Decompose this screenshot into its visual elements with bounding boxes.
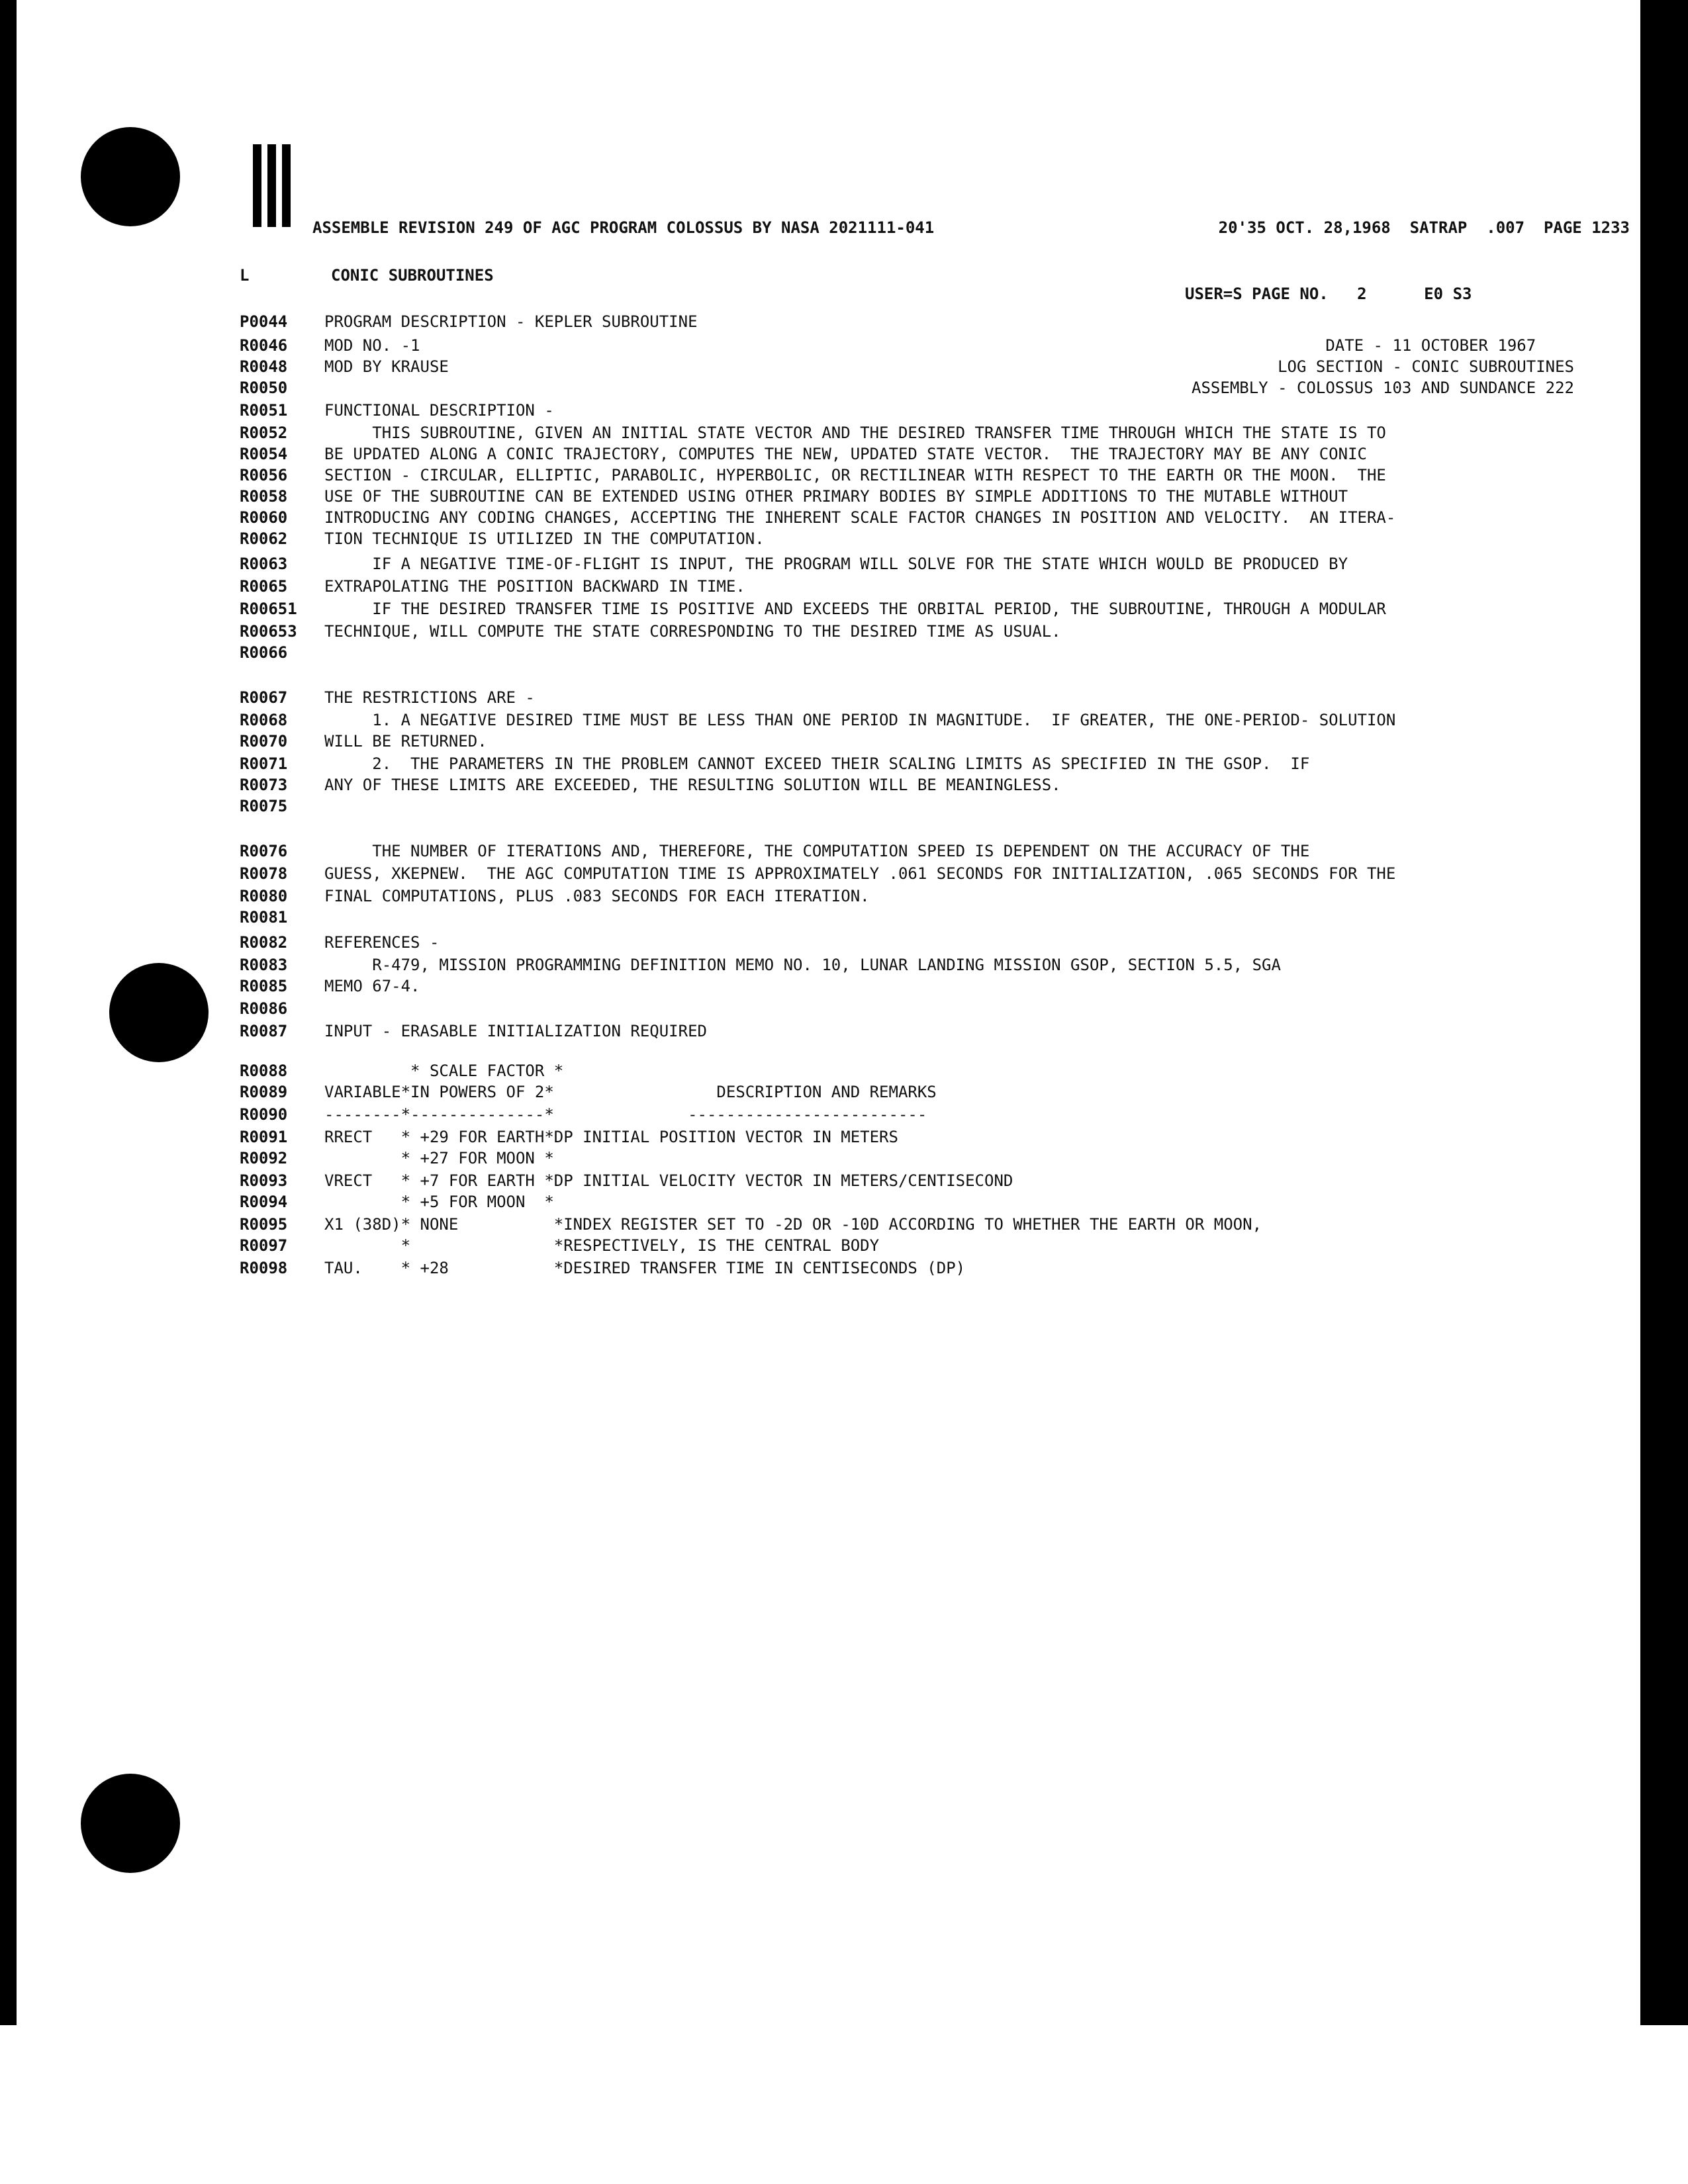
line-text: TION TECHNIQUE IS UTILIZED IN THE COMPUTATION. <box>324 529 765 548</box>
line-number: R0083 <box>240 956 288 974</box>
line-number: R0056 <box>240 466 288 484</box>
line-number: R0070 <box>240 732 288 751</box>
listing-line <box>0 1259 1640 1285</box>
line-number: R0065 <box>240 577 288 596</box>
page-header <box>312 218 1630 251</box>
line-text: TECHNIQUE, WILL COMPUTE THE STATE CORRESPONDING TO THE DESIRED TIME AS USUAL. <box>324 622 1061 641</box>
listing-line <box>0 529 1640 556</box>
line-text: REFERENCES - <box>324 933 440 952</box>
line-text: * SCALE FACTOR * <box>324 1062 564 1080</box>
line-text: TAU. * +28 *DESIRED TRANSFER TIME IN CENTISECONDS (DP) <box>324 1259 966 1277</box>
listing-line <box>0 908 1640 934</box>
line-number: R0094 <box>240 1193 288 1211</box>
line-text: FUNCTIONAL DESCRIPTION - <box>324 401 554 420</box>
listing-line <box>0 1022 1640 1048</box>
line-text: MOD NO. -1 <box>324 336 420 355</box>
line-text: IF A NEGATIVE TIME-OF-FLIGHT IS INPUT, THE PROGRAM WILL SOLVE FOR THE STATE WHICH WOULD BE PRODUCED BY <box>324 555 1348 573</box>
line-text: WILL BE RETURNED. <box>324 732 487 751</box>
section-letter: L <box>240 266 250 285</box>
line-number: R0097 <box>240 1236 288 1255</box>
line-text: INTRODUCING ANY CODING CHANGES, ACCEPTING THE INHERENT SCALE FACTOR CHANGES IN POSITION AND VELOCITY. AN ITERA- <box>324 508 1396 527</box>
line-text: USE OF THE SUBROUTINE CAN BE EXTENDED USING OTHER PRIMARY BODIES BY SIMPLE ADDITIONS TO THE MUTABLE WITHOUT <box>324 487 1348 506</box>
line-number: R0091 <box>240 1128 288 1146</box>
line-text: MOD BY KRAUSE <box>324 357 449 376</box>
line-text: THE RESTRICTIONS ARE - <box>324 688 535 707</box>
line-right-text: ASSEMBLY - COLOSSUS 103 AND SUNDANCE 222 <box>1192 379 1574 397</box>
printer-mark-bar-2 <box>267 144 276 227</box>
line-number: R0082 <box>240 933 288 952</box>
line-number: R0048 <box>240 357 288 376</box>
line-text: R-479, MISSION PROGRAMMING DEFINITION MEMO NO. 10, LUNAR LANDING MISSION GSOP, SECTION 5.5, SGA <box>324 956 1281 974</box>
punch-hole-bottom <box>81 1774 180 1873</box>
line-number: R0076 <box>240 842 288 860</box>
line-number: R0051 <box>240 401 288 420</box>
line-text: --------*--------------* ------------------------- <box>324 1105 927 1124</box>
printer-mark-bar-1 <box>253 144 261 227</box>
section-title: CONIC SUBROUTINES <box>331 266 494 285</box>
line-number: R0098 <box>240 1259 288 1277</box>
line-number: R0073 <box>240 776 288 794</box>
line-text: THE NUMBER OF ITERATIONS AND, THEREFORE, THE COMPUTATION SPEED IS DEPENDENT ON THE ACCURACY OF THE <box>324 842 1310 860</box>
line-text: FINAL COMPUTATIONS, PLUS .083 SECONDS FOR EACH ITERATION. <box>324 887 870 905</box>
line-number: R0052 <box>240 424 288 442</box>
line-number: R0080 <box>240 887 288 905</box>
line-number: P0044 <box>240 312 288 331</box>
line-text: PROGRAM DESCRIPTION - KEPLER SUBROUTINE <box>324 312 698 331</box>
line-text: * *RESPECTIVELY, IS THE CENTRAL BODY <box>324 1236 880 1255</box>
line-right-text: LOG SECTION - CONIC SUBROUTINES <box>1278 357 1574 376</box>
line-text: VRECT * +7 FOR EARTH *DP INITIAL VELOCITY VECTOR IN METERS/CENTISECOND <box>324 1171 1013 1190</box>
line-number: R00653 <box>240 622 297 641</box>
listing-line <box>0 643 1640 670</box>
line-number: R0090 <box>240 1105 288 1124</box>
line-text: SECTION - CIRCULAR, ELLIPTIC, PARABOLIC, HYPERBOLIC, OR RECTILINEAR WITH RESPECT TO THE EARTH OR THE MOON. THE <box>324 466 1386 484</box>
listing-line <box>0 312 1640 339</box>
line-number: R0089 <box>240 1083 288 1101</box>
line-number: R0054 <box>240 445 288 463</box>
line-text: MEMO 67-4. <box>324 977 420 995</box>
line-text: 2. THE PARAMETERS IN THE PROBLEM CANNOT EXCEED THEIR SCALING LIMITS AS SPECIFIED IN THE GSOP. IF <box>324 754 1310 773</box>
line-text: IF THE DESIRED TRANSFER TIME IS POSITIVE AND EXCEEDS THE ORBITAL PERIOD, THE SUBROUTINE, THROUGH A MODULAR <box>324 600 1386 618</box>
scan-right-edge <box>1640 0 1688 2025</box>
line-number: R0085 <box>240 977 288 995</box>
listing-line <box>0 797 1640 823</box>
line-number: R0078 <box>240 864 288 883</box>
line-number: R0086 <box>240 999 288 1018</box>
line-number: R0067 <box>240 688 288 707</box>
line-number: R0050 <box>240 379 288 397</box>
line-number: R0046 <box>240 336 288 355</box>
line-text: BE UPDATED ALONG A CONIC TRAJECTORY, COMPUTES THE NEW, UPDATED STATE VECTOR. THE TRAJECTORY MAY BE ANY CONIC <box>324 445 1367 463</box>
line-text: EXTRAPOLATING THE POSITION BACKWARD IN TIME. <box>324 577 745 596</box>
line-number: R0095 <box>240 1215 288 1234</box>
line-text: GUESS, XKEPNEW. THE AGC COMPUTATION TIME IS APPROXIMATELY .061 SECONDS FOR INITIALIZATION, .065 SECONDS FOR THE <box>324 864 1396 883</box>
line-number: R0058 <box>240 487 288 506</box>
header-right: 20'35 OCT. 28,1968 SATRAP .007 PAGE 1233 <box>1218 218 1630 237</box>
line-number: R0063 <box>240 555 288 573</box>
line-text: THIS SUBROUTINE, GIVEN AN INITIAL STATE VECTOR AND THE DESIRED TRANSFER TIME THROUGH WHICH THE STATE IS TO <box>324 424 1386 442</box>
line-number: R0062 <box>240 529 288 548</box>
printer-mark-bar-3 <box>282 144 291 227</box>
line-number: R0066 <box>240 643 288 662</box>
line-number: R0092 <box>240 1149 288 1167</box>
line-text: VARIABLE*IN POWERS OF 2* DESCRIPTION AND REMARKS <box>324 1083 937 1101</box>
line-number: R00651 <box>240 600 297 618</box>
users-page-number: USER=S PAGE NO. 2 E0 S3 <box>1185 285 1472 303</box>
line-text: X1 (38D)* NONE *INDEX REGISTER SET TO -2D OR -10D ACCORDING TO WHETHER THE EARTH OR MOON, <box>324 1215 1262 1234</box>
line-number: R0071 <box>240 754 288 773</box>
line-text: ANY OF THESE LIMITS ARE EXCEEDED, THE RESULTING SOLUTION WILL BE MEANINGLESS. <box>324 776 1061 794</box>
line-text: INPUT - ERASABLE INITIALIZATION REQUIRED <box>324 1022 707 1040</box>
line-number: R0093 <box>240 1171 288 1190</box>
line-text: RRECT * +29 FOR EARTH*DP INITIAL POSITION VECTOR IN METERS <box>324 1128 898 1146</box>
line-number: R0075 <box>240 797 288 815</box>
header-left: ASSEMBLE REVISION 249 OF AGC PROGRAM COLOSSUS BY NASA 2021111-041 <box>312 218 935 237</box>
line-number: R0068 <box>240 711 288 729</box>
line-right-text: DATE - 11 OCTOBER 1967 <box>1325 336 1574 355</box>
line-number: R0060 <box>240 508 288 527</box>
line-number: R0088 <box>240 1062 288 1080</box>
punch-hole-top <box>81 127 180 226</box>
line-text: 1. A NEGATIVE DESIRED TIME MUST BE LESS THAN ONE PERIOD IN MAGNITUDE. IF GREATER, THE ONE-PERIOD- SOLUTION <box>324 711 1396 729</box>
line-number: R0087 <box>240 1022 288 1040</box>
line-text: * +27 FOR MOON * <box>324 1149 554 1167</box>
line-number: R0081 <box>240 908 288 927</box>
line-text: * +5 FOR MOON * <box>324 1193 554 1211</box>
